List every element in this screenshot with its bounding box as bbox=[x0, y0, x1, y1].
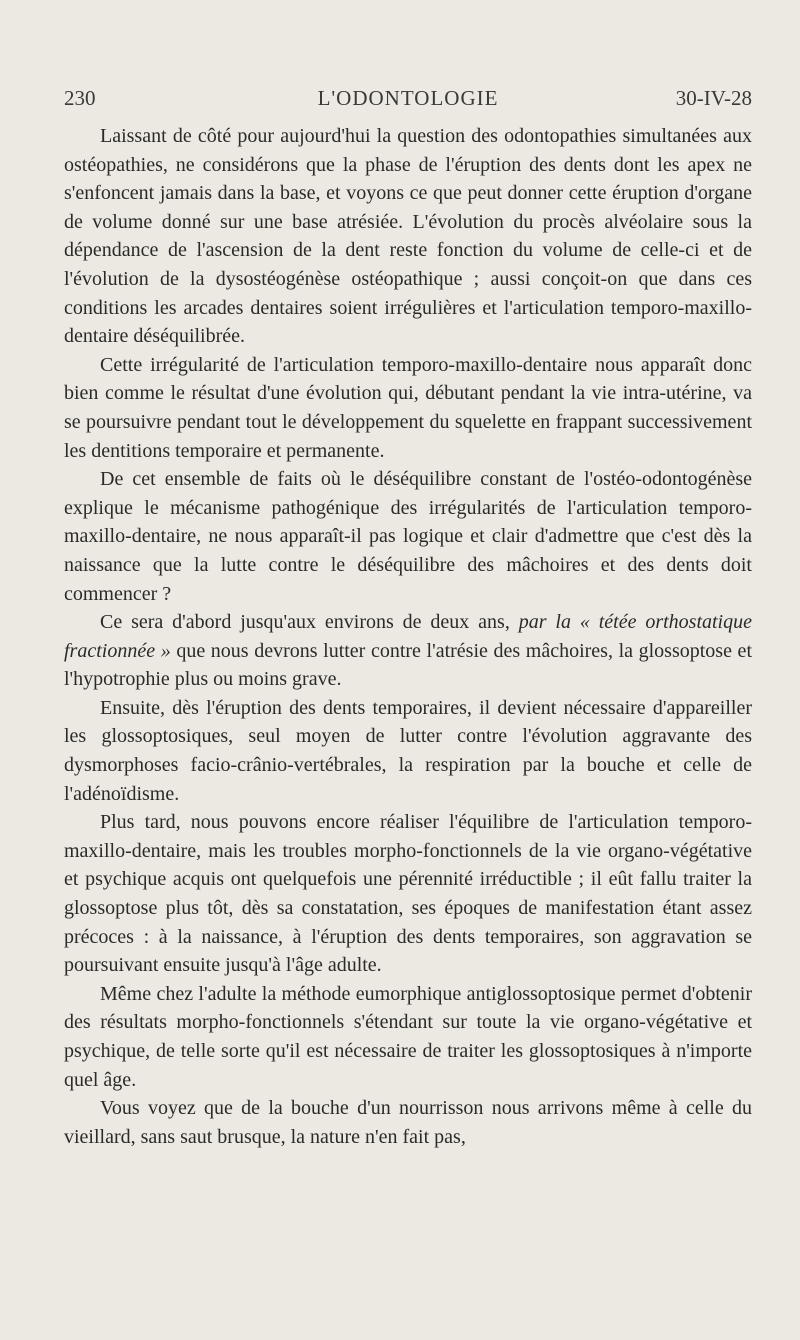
paragraph-4-end: que nous devrons lutter contre l'atrésie des mâchoires, la glossoptose et l'hypotrophie plus ou moins grave. bbox=[64, 639, 752, 691]
journal-title: L'ODONTOLOGIE bbox=[317, 86, 499, 110]
body-text bbox=[64, 122, 752, 1151]
page-number: 230 bbox=[64, 86, 96, 110]
paragraph-4 bbox=[64, 608, 752, 694]
paragraph-3: De cet ensemble de faits où le déséquilibre constant de l'ostéo-odontogénèse explique le mécanisme pathogénique des irrégularités de l'articulation temporo-maxillo-dentaire, ne nous apparaît-il pas logique et clair d'admettre que c'est dès la naissance que la lutte contre le déséquilibre des mâchoires et des dents doit commencer ? bbox=[64, 468, 752, 605]
issue-date: 30-IV-28 bbox=[675, 86, 752, 110]
paragraph-4-start: Ce sera d'abord jusqu'aux environs de deux ans, bbox=[100, 611, 519, 634]
paragraph-7: Même chez l'adulte la méthode eumorphique antiglossoptosique permet d'obtenir des résultats morpho-fonctionnels s'étendant sur toute la vie organo-végétative et psychique, de telle sorte qu'il est nécessaire de traiter les glossoptosiques à n'importe quel âge. bbox=[64, 982, 752, 1091]
running-header bbox=[64, 86, 752, 116]
paragraph-2: Cette irrégularité de l'articulation temporo-maxillo-dentaire nous apparaît donc bien comme le résultat d'une évolution qui, débutant pendant la vie intra-utérine, va se poursuivre pendant tout le développement du squelette en frappant successivement les dentitions temporaire et permanente. bbox=[64, 353, 752, 462]
paragraph-5: Ensuite, dès l'éruption des dents temporaires, il devient nécessaire d'appareiller les glossoptosiques, seul moyen de lutter contre l'évolution aggravante des dysmorphoses facio-crânio-vertébrales, la respiration par la bouche et celle de l'adénoïdisme. bbox=[64, 696, 752, 805]
paragraph-1: Laissant de côté pour aujourd'hui la question des odontopathies simultanées aux ostéopathies, ne considérons que la phase de l'éruption des dents dont les apex ne s'enfoncent jamais dans la base, et voyons ce que peut donner cette éruption d'organe de volume donné sur une base atrésiée. L'évolution du procès alvéolaire sous la dépendance de l'ascension de la dent reste fonction du volume de celle-ci et de l'évolution de la dysostéogénèse ostéopathique ; aussi conçoit-on que dans ces conditions les arcades dentaires soient irrégulières et l'articulation temporo-maxillo-dentaire déséquilibrée. bbox=[64, 125, 752, 348]
paragraph-8: Vous voyez que de la bouche d'un nourrisson nous arrivons même à celle du vieillard, sans saut brusque, la nature n'en fait pas, bbox=[64, 1097, 752, 1148]
paragraph-6: Plus tard, nous pouvons encore réaliser l'équilibre de l'articulation temporo-maxillo-dentaire, mais les troubles morpho-fonctionnels de la vie organo-végétative et psychique acquis ont quelquefois une pérennité irréductible ; il eût fallu traiter la glossoptose plus tôt, dès sa constatation, ses époques de manifestation étant assez précoces : à la naissance, à l'éruption des dents temporaires, son aggravation se poursuivant ensuite jusqu'à l'âge adulte. bbox=[64, 811, 752, 977]
paragraph-4-italic: par la « tétée orthostatique fractionnée » bbox=[64, 611, 752, 662]
